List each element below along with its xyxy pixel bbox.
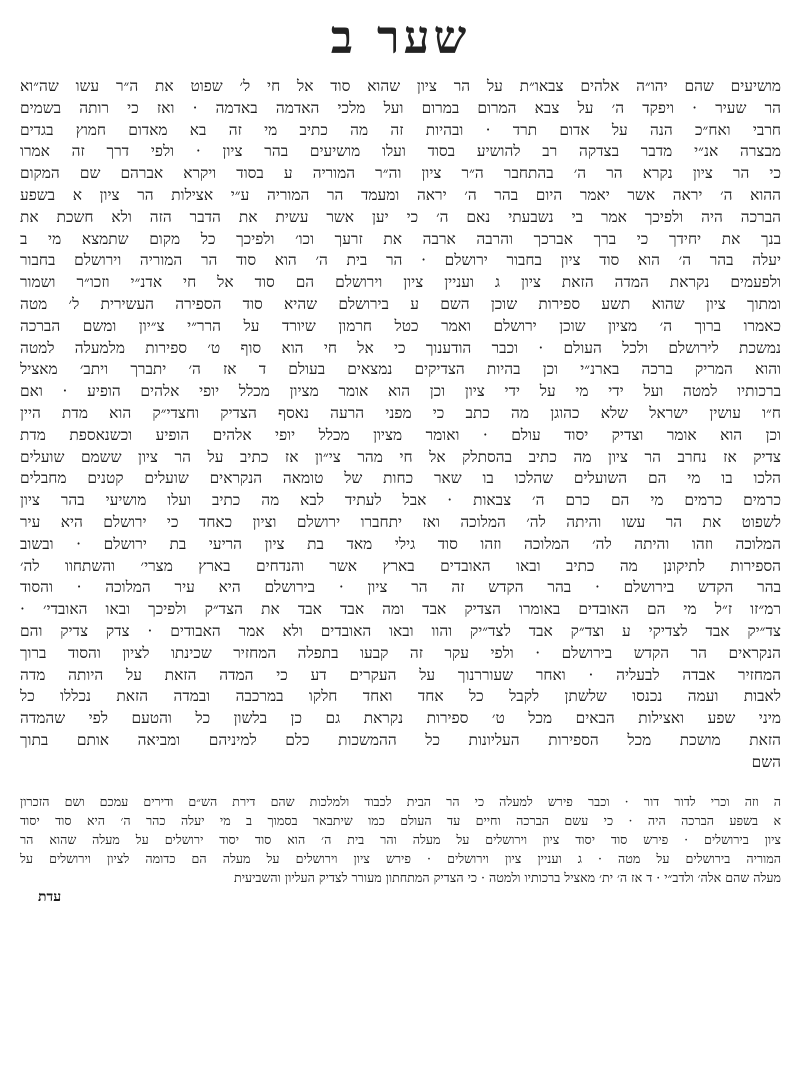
text-line: בהר הקדש בירושלם · בהר הקדש זה הר ציון · בירושלם היא עיר המלוכה · והסוד <box>20 578 781 597</box>
text-line: ההוא ה׳ יראה אשר יאמר היום בהר ה׳ יראה ומעמד הר המוריה ע״י אצילות הר ציון א בשפע <box>20 185 781 204</box>
text-line: מושיעים שהם יהו״ה אלהים צבאו״ת על הר ציון שהוא סוד אל חי ל׳ שפוט את ה״ר עשו שה״וא <box>20 77 781 95</box>
note-line: המוריה בירושלים על מטה · ג ועניין ציון וירושלים · פירש ציון וירושלים על מעלה הם כדומה לציון וירושלים על <box>20 850 781 866</box>
main-text <box>20 76 781 774</box>
text-line: ברכותיו למטה ועל ידי מי על ידי ציון וכן הוא אומר מציון מכלל יופי אלהים הופיע · ואם <box>20 382 781 401</box>
note-line: ה וזה וכרי לדור דור · וכבר פירש למעלה כי הר הבית לכבוד ולמלכות שהם דירת הש״ם ודירים עמכם ושם הזכרון <box>20 793 781 809</box>
text-line: צדיק אז נחרב הר ציון מה כתיב בהסתלק אל חי מהר צי״ון אז כתיב על הר ציון ששמם שועלים <box>20 447 781 466</box>
note-line: מעלה שהם אלה׳ ולדב״י · ד אז ה׳ ית׳ מאציל ברכותיו ולמטה · כי הצדיק המתחתון מעורר לצדיק העליון והשביעית <box>234 869 781 885</box>
text-line: חרבי ואח״כ הנה על אדום תרד · ובהיות זה מה כתיב מי זה בא מאדום חמוץ בגדים <box>20 120 781 139</box>
text-line: הלכו בו מי הם השועלים שהלכו בו שאר כחות של טומאה הנקראים שועלים קטנים מחבלים <box>20 469 781 488</box>
text-line: כאמרו ברוך ה׳ מציון שוכן ירושלם ואמר כטל חרמון שיורד על הרר״י צ״יון ומשם הברכה <box>20 316 781 335</box>
text-line: הברכה היה ולפיכך אמר בי נשבעתי נאם ה׳ כי יען אשר עשית את הדבר הזה ולא חשכת את <box>20 207 781 226</box>
text-line: ח״ו עושין ישראל שלא כהוגן מה כתב כי מפני הרעה נאסף הצדיק וחצדי״ק הוא מדת היין <box>20 403 781 422</box>
commentary-notes <box>20 792 781 887</box>
text-line: ומתוך ציון שהוא תשע ספירות שוכן השם ע בירושלם שהיא סוד הספירה העשירית ל׳ מטה <box>20 294 781 313</box>
text-line: נמשכת לירושלם ולכל העולם · וכבר הודענוך כי אל חי הוא סוף ט׳ ספירות מלמעלה למטה <box>20 338 781 357</box>
text-line: וכן הוא אומר וצדיק יסוד עולם · ואומר מציון מכלל יופי אלהים הופיע וכשנאספת מדת <box>20 425 781 444</box>
text-line: ולפעמים נקראת המדה הזאת ציון ג ועניין ציון וירושלם הם סוד אל חי אדנ״י וזכו״ר ושמור <box>20 273 781 292</box>
catchword: עדת <box>38 888 62 905</box>
text-line: הר שעיר · ויפקד ה׳ על צבא המרום במרום ועל מלכי האדמה באדמה · ואז כי רותה בשמים <box>20 98 781 117</box>
text-line: והוא המריק ברכה בארנ״י וכן בהיות הצדיקים נמצאים בעולם ד אז ה׳ יתברך ויתב׳ מאציל <box>20 360 781 379</box>
text-line: מבצרה אנ״י מדבר בצדקה רב להושיע בסוד ועלו מושיעים בהר ציון · ולפי דרך זה אמרו <box>20 142 781 161</box>
text-line: הספירות לתיקונן מה כתיב ובאו האובדים בארץ אשר והנדחים בארץ מצרי׳ והשתחוו לה׳ <box>20 556 781 575</box>
text-line: הזאת מושכת מכל הספירות העליונות כל ההמשכות כלם למיניהם ומביאה אותם בתוך <box>20 730 781 749</box>
text-line: בנך את יחידך כי ברך אברכך והרבה ארבה את זרעך וכו׳ ולפיכך כל מקום שתמצא מי ב <box>20 229 781 248</box>
text-line: לאבות ועמה נכנסו שלשתן לקבל כל אחד ואחד חלקו במרכבה ובמדה הזאת נכללו כל <box>20 687 781 706</box>
page-title: שער ב <box>330 10 471 64</box>
text-line: רמ״זו ז״ל מי הם האובדים באומרו הצדיק אבד ומה אבד אבד את הצד״ק ולפיכך ובאו האובדי׳ · <box>20 600 781 619</box>
text-line: מיני שפע ואצילות הבאים מכל ט׳ ספירות נקראת גם כן בלשון כל והטעם לפי שהמדה <box>20 709 781 728</box>
note-line: א בשפע הברכה היה · כי עשם הברכה וחיים עד העולם כמו שיתבאר בסמוך ב מי יעלה כהר ה׳ היא סוד יסוד <box>20 812 781 828</box>
text-line: המחזיר אבדה לבעליה · ואחר שעוררנוך על העקרים דע כי המדה הזאת על היותה מדה <box>20 665 781 684</box>
text-line: הנקראים הר הקדש בירושלם · ולפי עקר זה קבעו בתפלה המחזיר שכינתו לציון והסוד ברוך <box>20 643 781 662</box>
text-line: יעלה בהר ה׳ הוא סוד ציון בחבור ירושלם · הר בית ה׳ הוא סוד הר המוריה וירושלם בחבור <box>20 251 781 270</box>
text-line: צד״יק אבד לצדיקי ע וצד״ק אבד לצד״יק והוו ובאו האובדים ולא אמר האבודים · צדק צדיק והם <box>20 621 781 640</box>
text-line: כרמים כרמים מי הם כרם ה׳ צבאות · אבל לעתיד לבא מה כתיב ועלו מושיעי בהר ציון <box>20 491 781 510</box>
text-line: כי הר ציון נקרא הר ה׳ בהתחבר ה״ר ציון וה״ר המוריה ע בסוד ויקרא אברהם שם המקום <box>20 164 781 183</box>
text-line: לשפוט את הר עשו והיתה לה׳ המלוכה ואז יתחברו ירושלם וציון כאחד כי ירושלם היא עיר <box>20 512 781 531</box>
text-line: המלוכה וזהו והיתה לה׳ המלוכה וזהו סוד גילי מאד בת ציון הריעי בת ירושלם · ובשוב <box>20 534 781 553</box>
note-line: ציון בירושלים · פירש סוד יסוד ציון וירושלים על מעלה והר בית ה׳ הוא סוד יסוד ירושלים על מעלה שהוא הר <box>20 831 781 847</box>
text-line: השם <box>751 752 781 771</box>
